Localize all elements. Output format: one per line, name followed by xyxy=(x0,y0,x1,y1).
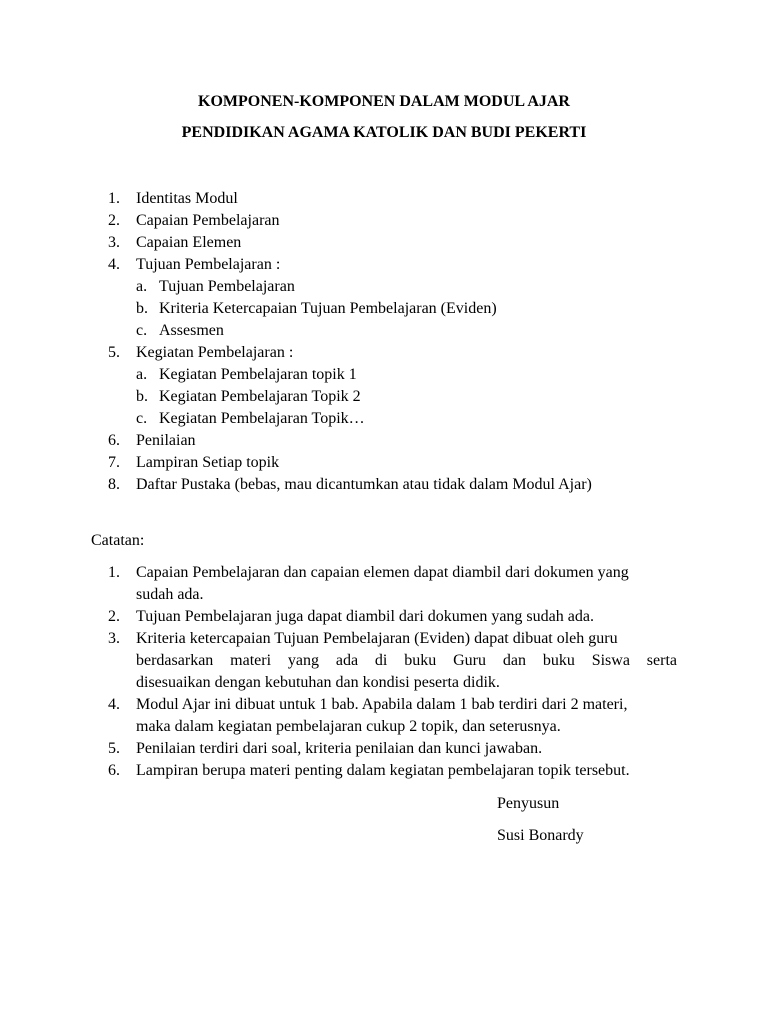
note-line: sudah ada. xyxy=(136,586,204,603)
sub-list-text: Kegiatan Pembelajaran topik 1 xyxy=(159,366,357,383)
notes-heading: Catatan: xyxy=(91,532,145,549)
note-body xyxy=(136,694,677,738)
list-text: Daftar Pustaka (bebas, mau dicantumkan atau tidak dalam Modul Ajar) xyxy=(136,476,592,493)
list-item xyxy=(0,430,768,452)
note-item xyxy=(0,606,768,628)
sub-list-letter: c. xyxy=(136,322,148,339)
sub-list-text: Kriteria Ketercapaian Tujuan Pembelajaran (Eviden) xyxy=(159,300,497,317)
note-line: Tujuan Pembelajaran juga dapat diambil dari dokumen yang sudah ada. xyxy=(136,608,594,625)
sub-list-item xyxy=(0,364,768,386)
note-number: 1. xyxy=(108,564,120,581)
sub-list-letter: b. xyxy=(136,300,148,317)
list-text: Lampiran Setiap topik xyxy=(136,454,280,471)
list-number: 8. xyxy=(108,476,120,493)
sub-list-letter: b. xyxy=(136,388,148,405)
sub-list-item xyxy=(0,276,768,298)
note-body xyxy=(136,738,677,760)
sub-list-item xyxy=(0,386,768,408)
sub-list-item xyxy=(0,408,768,430)
list-item xyxy=(0,452,768,474)
note-body xyxy=(136,606,677,628)
components-list xyxy=(0,188,768,496)
list-item xyxy=(0,342,768,364)
note-number: 5. xyxy=(108,740,120,757)
note-number: 3. xyxy=(108,630,120,647)
document-title-line-2: PENDIDIKAN AGAMA KATOLIK DAN BUDI PEKERTI xyxy=(181,124,587,141)
note-number: 2. xyxy=(108,608,120,625)
sub-list-item xyxy=(0,320,768,342)
note-item xyxy=(0,738,768,760)
note-line: berdasarkan materi yang ada di buku Guru dan buku Siswa serta xyxy=(136,652,677,669)
list-number: 5. xyxy=(108,344,120,361)
list-number: 7. xyxy=(108,454,120,471)
note-body xyxy=(136,628,677,694)
list-text: Tujuan Pembelajaran : xyxy=(136,256,281,273)
sub-list-letter: a. xyxy=(136,278,148,295)
note-line: Modul Ajar ini dibuat untuk 1 bab. Apabila dalam 1 bab terdiri dari 2 materi, xyxy=(136,696,628,713)
list-text: Capaian Pembelajaran xyxy=(136,212,280,229)
signature-name: Susi Bonardy xyxy=(497,827,584,844)
note-line: maka dalam kegiatan pembelajaran cukup 2 topik, dan seterusnya. xyxy=(136,718,561,735)
sub-list-text: Kegiatan Pembelajaran Topik… xyxy=(159,410,365,427)
note-number: 6. xyxy=(108,762,120,779)
list-number: 4. xyxy=(108,256,120,273)
note-item xyxy=(0,694,768,738)
note-item xyxy=(0,562,768,606)
list-item xyxy=(0,254,768,276)
note-line: Kriteria ketercapaian Tujuan Pembelajaran (Eviden) dapat dibuat oleh guru xyxy=(136,630,618,647)
note-body xyxy=(136,562,677,606)
sub-list-text: Assesmen xyxy=(159,322,224,339)
note-line: disesuaikan dengan kebutuhan dan kondisi peserta didik. xyxy=(136,674,500,691)
list-text: Kegiatan Pembelajaran : xyxy=(136,344,294,361)
note-body xyxy=(136,760,677,782)
list-number: 1. xyxy=(108,190,120,207)
list-number: 6. xyxy=(108,432,120,449)
note-line: Penilaian terdiri dari soal, kriteria penilaian dan kunci jawaban. xyxy=(136,740,543,757)
list-item xyxy=(0,188,768,210)
document-title-line-1: KOMPONEN-KOMPONEN DALAM MODUL AJAR xyxy=(198,93,570,110)
list-item xyxy=(0,210,768,232)
sub-list-letter: c. xyxy=(136,410,148,427)
note-line: Lampiran berupa materi penting dalam kegiatan pembelajaran topik tersebut. xyxy=(136,762,630,779)
notes-list xyxy=(0,562,768,782)
sub-list-item xyxy=(0,298,768,320)
note-line: Capaian Pembelajaran dan capaian elemen dapat diambil dari dokumen yang xyxy=(136,564,629,581)
list-item xyxy=(0,474,768,496)
list-text: Capaian Elemen xyxy=(136,234,242,251)
list-number: 2. xyxy=(108,212,120,229)
note-number: 4. xyxy=(108,696,120,713)
sub-list-text: Tujuan Pembelajaran xyxy=(159,278,295,295)
list-text: Identitas Modul xyxy=(136,190,238,207)
note-item xyxy=(0,628,768,694)
note-item xyxy=(0,760,768,782)
list-number: 3. xyxy=(108,234,120,251)
signature-label: Penyusun xyxy=(497,795,560,812)
sub-list-letter: a. xyxy=(136,366,148,383)
list-text: Penilaian xyxy=(136,432,196,449)
sub-list-text: Kegiatan Pembelajaran Topik 2 xyxy=(159,388,361,405)
list-item xyxy=(0,232,768,254)
